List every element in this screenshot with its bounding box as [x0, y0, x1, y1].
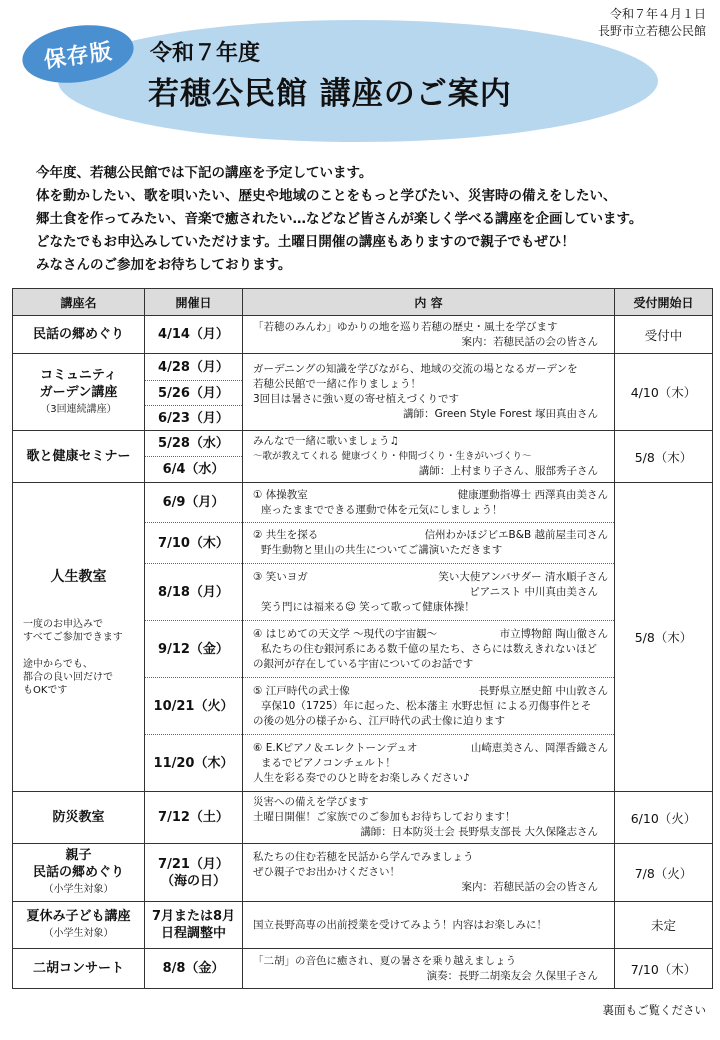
page-title: 若穂公民館 講座のご案内 — [148, 76, 512, 112]
session-desc: 私たちの住む銀河系にある数千億の星たち、さらには数えきれないほど — [261, 642, 597, 655]
course-date: 6/9（月） — [145, 483, 243, 523]
issue-date: 令和７年４月１日 — [609, 7, 706, 21]
course-start: 5/8（木） — [615, 431, 713, 483]
fiscal-year: 令和７年度 — [150, 41, 261, 66]
course-date: 5/28（水） — [145, 431, 243, 457]
course-note: もOKです — [23, 685, 68, 696]
course-content — [243, 354, 615, 431]
content-line: 若穂公民館で一緒に作りましょう！ — [253, 378, 421, 390]
intro-text — [36, 162, 706, 277]
course-date — [145, 844, 243, 902]
content-lecturer: 講師：日本防災士会 長野県支部長 大久保隆志さん — [360, 826, 598, 838]
session-title: ⑥ E.Kピアノ＆エレクトーンデュオ — [253, 741, 418, 754]
content-line: 災害への備えを学びます — [253, 796, 369, 808]
course-date-line: 日程調整中 — [160, 926, 226, 941]
session-desc: 座ったままでできる運動で体を元気にしましょう！ — [261, 503, 503, 516]
session-lecturer: 信州わかほジビエB&B 越前屋圭司さん — [424, 529, 608, 541]
session-title: ① 体操教室 — [253, 488, 308, 501]
course-start: 未定 — [615, 902, 713, 949]
course-note: 都合の良い回だけで — [23, 672, 113, 683]
content-line: 3回目は暑さに強い夏の寄せ植えづくりです — [253, 393, 459, 405]
see-back-note: 裏面もご覧ください — [602, 1003, 706, 1017]
table-row — [13, 902, 713, 949]
course-name-line: コミュニティ — [40, 367, 117, 383]
intro-line: 今年度、若穂公民館では下記の講座を予定しています。 — [36, 165, 373, 181]
session-title: ⑤ 江戸時代の武士像 — [253, 684, 350, 697]
table-row — [13, 949, 713, 989]
course-name: 民話の郷めぐり — [13, 316, 145, 354]
course-start: 7/8（火） — [615, 844, 713, 902]
keep-badge: 保存版 — [19, 18, 138, 89]
course-content — [243, 316, 615, 354]
course-start: 6/10（火） — [615, 792, 713, 844]
intro-line: みなさんのご参加をお待ちしております。 — [36, 257, 292, 273]
course-date: 8/8（金） — [145, 949, 243, 989]
course-date — [145, 902, 243, 949]
content-guide: 案内：若穂民話の会の皆さん — [461, 881, 598, 893]
intro-line: 郷土食を作ってみたい、音楽で癒されたい…などなど皆さんが楽しく学べる講座を企画しています。 — [36, 211, 643, 227]
content-lecturer: 講師：Green Style Forest 塚田真由さん — [403, 408, 598, 420]
course-name-line: ガーデン講座 — [39, 384, 118, 400]
course-date: 11/20（木） — [145, 735, 243, 792]
course-date: 7/12（土） — [145, 792, 243, 844]
session-title: ③ 笑いヨガ — [253, 570, 308, 583]
session-content — [243, 523, 615, 564]
content-line: ガーデニングの知識を学びながら、地域の交流の場となるガーデンを — [253, 363, 578, 375]
content-line: 土曜日開催！ご家族でのご参加もお待ちしております！ — [253, 811, 516, 823]
course-note: （小学生対象） — [43, 884, 114, 895]
course-name: 二胡コンサート — [13, 949, 145, 989]
table-row — [13, 792, 713, 844]
table-header-row — [13, 289, 713, 316]
session-desc: の後の処分の様子から、江戸時代の武士像に迫ります — [253, 714, 505, 727]
course-name — [13, 354, 145, 431]
course-name — [13, 844, 145, 902]
course-note: すべてご参加できます — [23, 632, 123, 643]
course-date-line: 7月または8月 — [151, 909, 236, 924]
session-lecturer: 笑い大使アンバサダー 清水順子さん — [438, 570, 608, 583]
course-date: 6/4（水） — [145, 457, 243, 483]
course-note: （小学生対象） — [43, 928, 114, 939]
session-content — [243, 678, 615, 735]
table-row — [13, 316, 713, 354]
course-date: 4/14（月） — [145, 316, 243, 354]
course-date: 5/26（月） — [145, 381, 243, 406]
issue-info — [598, 6, 706, 40]
course-schedule-table — [12, 288, 713, 989]
course-start: 7/10（木） — [615, 949, 713, 989]
course-start: 5/8（木） — [615, 483, 713, 792]
content-line: みんなで一緒に歌いましょう♫ — [253, 435, 399, 447]
col-header-date: 開催日 — [145, 289, 243, 316]
content-line: 「若穂のみんわ」ゆかりの地を巡り若穂の歴史・風土を学びます — [253, 320, 558, 333]
course-note: 一度のお申込みで — [23, 619, 103, 630]
course-content — [243, 902, 615, 949]
course-date: 7/10（木） — [145, 523, 243, 564]
course-name — [13, 483, 145, 792]
session-lecturer: 健康運動指導士 西澤真由美さん — [457, 488, 608, 501]
table-row — [13, 483, 713, 523]
session-desc: まるでピアノコンチェルト！ — [261, 756, 396, 769]
col-header-content: 内 容 — [243, 289, 615, 316]
course-name-line: 親子 — [65, 848, 92, 863]
issuer-org: 長野市立若穂公民館 — [597, 24, 706, 38]
col-header-name: 講座名 — [13, 289, 145, 316]
course-note: 途中からでも、 — [23, 659, 93, 670]
content-lecturer: 講師：上村まり子さん、服部秀子さん — [418, 465, 598, 477]
course-start: 受付中 — [615, 316, 713, 354]
session-desc: 人生を彩る奏でのひと時をお楽しみください♪ — [253, 771, 470, 784]
course-name: 歌と健康セミナー — [13, 431, 145, 483]
intro-line: どなたでもお申込みしていただけます。土曜日開催の講座もありますので親子でもぜひ！ — [36, 234, 575, 250]
session-lecturer: 長野県立歴史館 中山敦さん — [478, 684, 608, 697]
session-content — [243, 564, 615, 621]
intro-line: 体を動かしたい、歌を唄いたい、歴史や地域のことをもっと学びたい、災害時の備えをしたい、 — [36, 188, 617, 204]
content-performer: 演奏：長野二胡楽友会 久保里子さん — [426, 969, 598, 982]
content-guide: 案内：若穂民話の会の皆さん — [461, 335, 598, 348]
course-content — [243, 431, 615, 483]
col-header-start: 受付開始日 — [615, 289, 713, 316]
course-date-line: （海の日） — [160, 873, 226, 889]
course-title: 人生教室 — [50, 569, 107, 585]
session-desc: 野生動物と里山の共生についてご講演いただきます — [261, 544, 503, 556]
content-line: ぜひ親子でお出かけください！ — [253, 866, 400, 878]
session-desc: 笑う門には福来る☺ 笑って歌って健康体操！ — [261, 600, 475, 613]
session-lecturer: 市立博物館 陶山徹さん — [499, 627, 608, 640]
course-date: 9/12（金） — [145, 621, 243, 678]
session-content — [243, 483, 615, 523]
course-date: 4/28（月） — [145, 354, 243, 381]
course-content — [243, 949, 615, 989]
table-row — [13, 354, 713, 381]
session-lecturer: 山崎恵美さん、岡澤香織さん — [470, 741, 608, 754]
session-desc: の銀河が存在している宇宙についてのお話です — [253, 657, 474, 670]
course-name-line: 民話の郷めぐり — [32, 865, 124, 880]
content-line: 国立長野高専の出前授業を受けてみよう！内容はお楽しみに！ — [253, 918, 547, 931]
session-title: ② 共生を探る — [253, 529, 319, 541]
content-line: 私たちの住む若穂を民話から学んでみましょう — [253, 851, 474, 863]
session-content — [243, 621, 615, 678]
course-note: （3回連続講座） — [40, 403, 117, 415]
session-content — [243, 735, 615, 792]
course-date: 6/23（月） — [145, 406, 243, 431]
course-name — [13, 902, 145, 949]
table-row — [13, 844, 713, 902]
session-title: ④ はじめての天文学 ～現代の宇宙観～ — [253, 627, 438, 640]
session-lecturer: ピアニスト 中川真由美さん — [469, 585, 598, 598]
course-date: 10/21（火） — [145, 678, 243, 735]
course-name-line: 夏休み子ども講座 — [26, 909, 131, 924]
session-desc: 享保10（1725）年に起った、松本藩主 水野忠恒 による刃傷事件とそ — [261, 699, 592, 712]
content-line: ～歌が教えてくれる 健康づくり・仲間づくり・生きがいづくり～ — [253, 451, 532, 462]
course-content — [243, 792, 615, 844]
course-content — [243, 844, 615, 902]
course-name: 防災教室 — [13, 792, 145, 844]
course-date-line: 7/21（月） — [158, 856, 229, 872]
content-line: 「二胡」の音色に癒され、夏の暑さを乗り越えましょう — [253, 954, 517, 967]
table-row — [13, 431, 713, 457]
course-date: 8/18（月） — [145, 564, 243, 621]
course-start: 4/10（木） — [615, 354, 713, 431]
